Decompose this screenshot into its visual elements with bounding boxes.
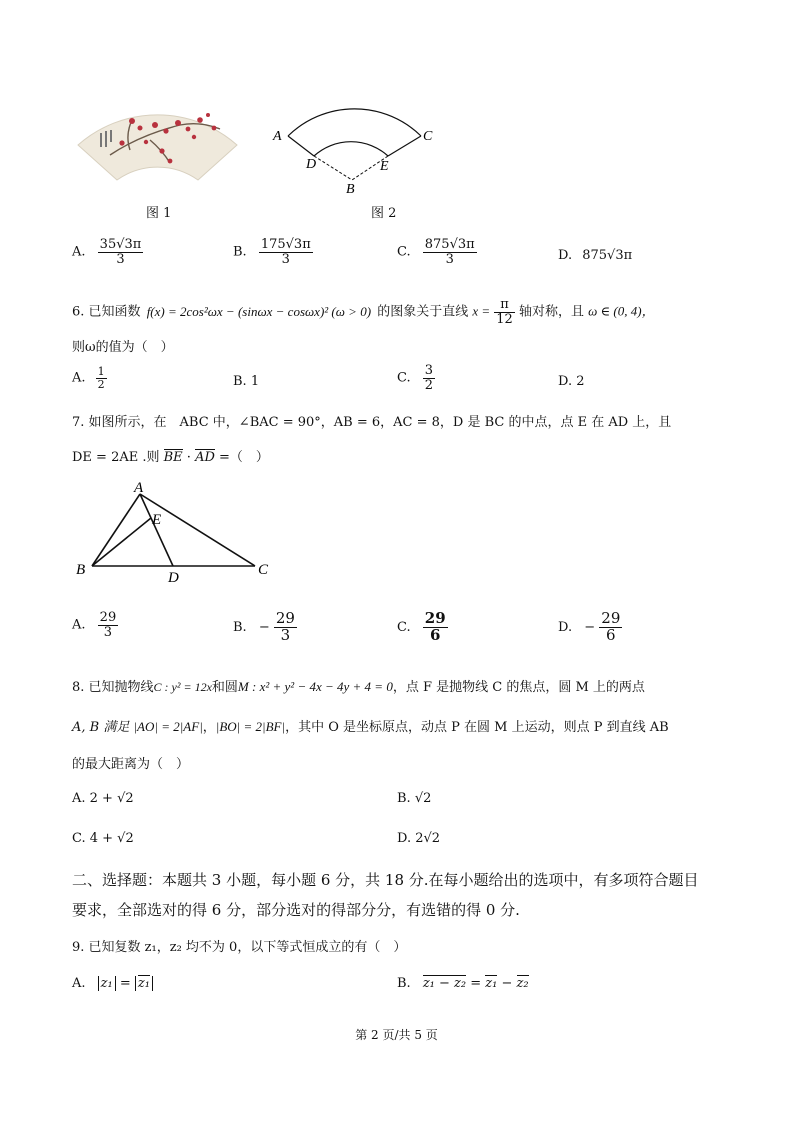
q8-stem-line3: 的最大距离为（ ） <box>72 757 190 772</box>
q9-option-b: B. z₁ − z₂ = z₁ − z₂ <box>397 976 529 991</box>
q8-option-b: B. √2 <box>397 791 432 806</box>
q6-option-d: D. 2 <box>558 374 585 389</box>
label-C: C <box>423 129 433 144</box>
sector-diagram <box>268 88 443 198</box>
label-B: B <box>346 182 355 197</box>
triangle-diagram <box>72 474 282 589</box>
q9-option-a: A. z₁ = z₁ <box>72 976 153 991</box>
tri-label-D: D <box>168 570 179 586</box>
q8-option-d: D. 2√2 <box>397 831 441 846</box>
figure-1-caption: 图 1 <box>146 206 172 221</box>
q6-option-a: A. $\frac{1}{2}$ <box>72 365 105 391</box>
q6-stem: 6. 已知函数 f(x) = 2cos²ωx − (sinωx − cosωx)² (ω > 0) 的图象关于直线 x = $\frac{\pi}{12}$ 轴对称，且 ω ∈ (0, 4)， <box>72 297 655 327</box>
q7-option-b: B. − $\frac{29}{3}$ <box>233 609 295 644</box>
label-E: E <box>380 159 389 174</box>
q6-stem-line2: 则ω的值为（ ） <box>72 340 174 355</box>
tri-label-E: E <box>152 512 162 528</box>
q7-option-a: A. $\frac{29}{3}$ <box>72 610 117 640</box>
page-number: 第 2 页/共 5 页 <box>355 1028 438 1042</box>
q5-option-a: A. $\frac{35√3\pi}{3}$ <box>72 237 142 267</box>
q7-option-d: D. − $\frac{29}{6}$ <box>558 609 621 644</box>
q7-stem-line2: DE = 2AE .则 BE · AD =（ ） <box>72 450 269 465</box>
tri-label-C: C <box>258 562 269 578</box>
q7-option-c: C. $\frac{29}{6}$ <box>397 609 446 644</box>
section-2-heading-line1: 二、选择题：本题共 3 小题，每小题 6 分，共 18 分.在每小题给出的选项中，有多项符合题目 <box>72 871 699 889</box>
q5-option-b: B. $\frac{175√3\pi}{3}$ <box>233 237 311 267</box>
q8-option-a: A. 2 + √2 <box>72 791 134 806</box>
q6-option-c: C. $\frac{3}{2}$ <box>397 363 434 393</box>
q6-option-b: B. 1 <box>233 374 260 389</box>
q8-option-c: C. 4 + √2 <box>72 831 134 846</box>
q8-stem-line1: 8. 已知抛物线C : y² = 12x和圆M : x² + y² − 4x − 4y + 4 = 0，点 F 是抛物线 C 的焦点，圆 M 上的两点 <box>72 679 645 695</box>
q5-option-d: D. 875√3π <box>558 248 633 263</box>
tri-label-B: B <box>76 562 86 578</box>
fan-painting-image <box>70 95 245 185</box>
q5-option-c: C. $\frac{875√3\pi}{3}$ <box>397 237 475 267</box>
q8-stem-line2: A, B 满足 |AO| = 2|AF|，|BO| = 2|BF|，其中 O 是坐标原点，动点 P 在圆 M 上运动，则点 P 到直线 AB <box>72 719 669 735</box>
q9-stem: 9. 已知复数 z₁，z₂ 均不为 0，以下等式恒成立的有（ ） <box>72 940 407 955</box>
tri-label-A: A <box>134 480 144 496</box>
section-2-heading-line2: 要求，全部选对的得 6 分，部分选对的得部分分，有选错的得 0 分. <box>72 901 520 919</box>
label-A: A <box>273 129 282 144</box>
q7-stem-line1: 7. 如图所示，在 ABC 中，∠BAC = 90°，AB = 6，AC = 8，D 是 BC 的中点，点 E 在 AD 上，且 <box>72 415 672 430</box>
figure-2-caption: 图 2 <box>371 206 397 221</box>
label-D: D <box>306 157 317 172</box>
